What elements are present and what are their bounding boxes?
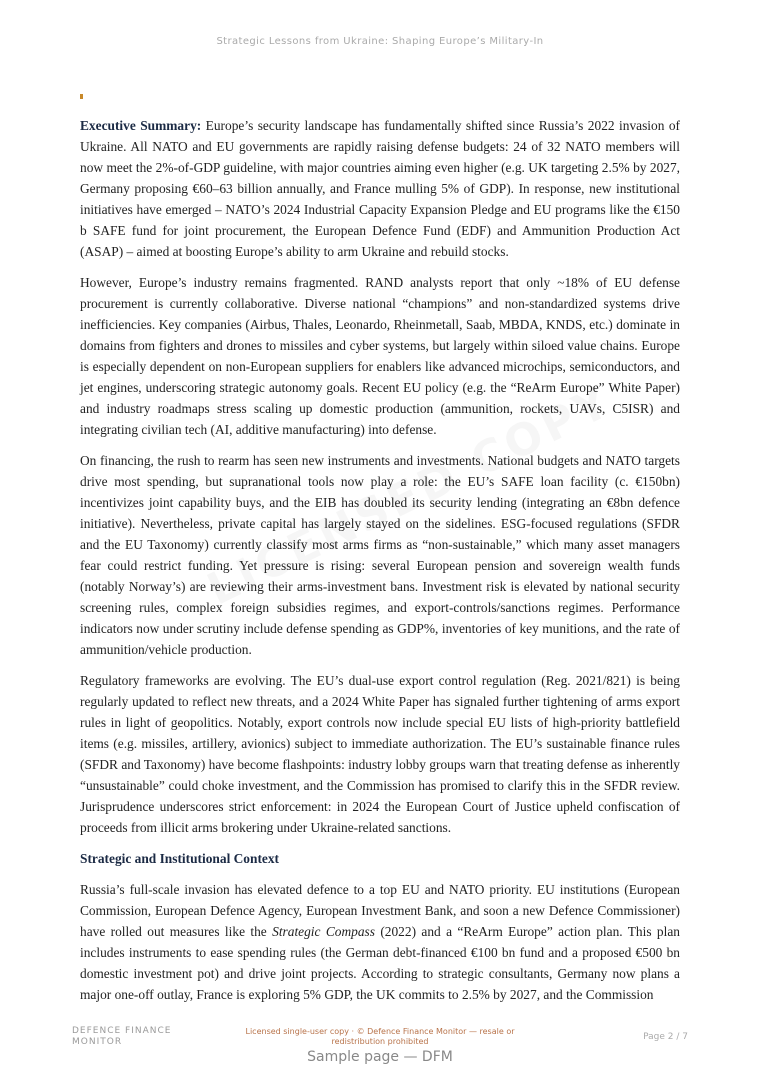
context-text-start: Russia’s full-scale invasion has elevated defence to a top EU and NATO priority. EU institutions (European Commission, European Defence Agency, European Investment Bank, and soon a new Defence Commissioner) have rolled out measures like the	[80, 882, 680, 939]
executive-summary-paragraph	[80, 115, 680, 262]
financing-paragraph: On financing, the rush to rearm has seen new instruments and investments. National budgets and NATO targets drive most spending, but supranational tools now play a role: the EU’s SAFE loan facility (c. €150bn) incentivizes joint capability buys, and the EIB has doubled its security lending (integrating an €8bn defence initiative). Nevertheless, private capital has largely stayed on the sidelines. ESG-focused regulations (SFDR and the EU Taxonomy) currently classify most arms firms as “non-sustainable,” which many asset managers fear could restrict funding. Yet pressure is rising: several European pension and sovereign wealth funds (notably Norway’s) are reviewing their arms-investment bans. Investment risk is elevated by national security screening rules, complex foreign subsidies regimes, and export-controls/sanctions regimes. Performance indicators now under scrutiny include defense spending as GDP%, inventories of key munitions, and the rate of ammunition/vehicle production.	[80, 453, 680, 657]
industry-paragraph: However, Europe’s industry remains fragmented. RAND analysts report that only ~18% of EU defense procurement is currently collaborative. Diverse national “champions” and non-standardized systems drive inefficiencies. Key companies (Airbus, Thales, Leonardo, Rheinmetall, Saab, MBDA, KNDS, etc.) dominate in domains from fighters and drones to missiles and cyber systems, but largely within siloed value chains. Europe is especially dependent on non-European suppliers for enablers like advanced microchips, semiconductors, and jet engines, underscoring strategic autonomy goals. Recent EU policy (e.g. the “ReArm Europe” White Paper) and industry roadmaps stress scaling up domestic production (ammunition, rockets, UAVs, C5ISR) and integrating civilian tech (AI, additive manufacturing) into defense.	[80, 275, 680, 437]
footer-brand-line1: DEFENCE FINANCE	[72, 1026, 172, 1036]
regulatory-paragraph: Regulatory frameworks are evolving. The EU’s dual-use export control regulation (Reg. 2021/821) is being regularly updated to reflect new threats, and a 2024 White Paper has signaled further tightening of arms export rules in light of geopolitics. Notably, export controls now include special EU lists of high-priority battlefield items (e.g. missiles, artillery, avionics) subject to immediate authorization. The EU’s sustainable finance rules (SFDR and Taxonomy) have become flashpoints: industry lobby groups warn that treating defense as inherently “unsustainable” could choke investment, and the Commission has promised to clarify this in the SFDR review. Jurisprudence underscores strict enforcement: in 2024 the European Court of Justice upheld confiscation of proceeds from illicit arms brokering under Ukraine-related sanctions.	[80, 673, 680, 835]
strategic-compass-title: Strategic Compass	[272, 924, 375, 939]
section-heading: Strategic and Institutional Context	[80, 851, 280, 866]
document-body	[80, 115, 680, 1015]
footer-brand	[72, 1026, 212, 1048]
context-paragraph	[80, 879, 680, 1005]
sample-label: Sample page — DFM	[307, 1049, 453, 1065]
executive-summary-text: Europe’s security landscape has fundamentally shifted since Russia’s 2022 invasion of Ukraine. All NATO and EU governments are rapidly raising defense budgets: 24 of 32 NATO members will now meet the 2%-of-GDP guideline, with major countries aiming even higher (e.g. UK targeting 2.5% by 2027, Germany proposing €60–63 billion annually, and France mulling 5% of GDP). In response, new institutional initiatives have emerged – NATO’s 2024 Industrial Capacity Expansion Pledge and EU programs like the €150 b SAFE fund for joint procurement, the European Defence Fund (EDF) and Ammunition Production Act (ASAP) – aimed at boosting Europe’s ability to arm Ukraine and rebuild stocks.	[80, 118, 681, 259]
page-number: Page 2 / 7	[643, 1032, 688, 1042]
footer-brand-line2: MONITOR	[72, 1037, 123, 1047]
running-header: Strategic Lessons from Ukraine: Shaping Europe’s Military-In	[216, 36, 544, 47]
license-notice: Licensed single-user copy · © Defence Finance Monitor — resale or redistribution prohibited	[245, 1027, 515, 1046]
section-marker	[80, 94, 83, 99]
context-text-end: (2022) and a “ReArm Europe” action plan. This plan includes instruments to ease spending rules (the German debt-financed €100 bn fund and a proposed €500 bn domestic investment pot) and drive joint projects. According to strategic consultants, Germany now plans a major one-off outlay, France is exploring 5% GDP, the UK commits to 2.5% by 2027, and the Commission	[80, 924, 680, 1002]
executive-summary-lead: Executive Summary:	[80, 118, 202, 133]
